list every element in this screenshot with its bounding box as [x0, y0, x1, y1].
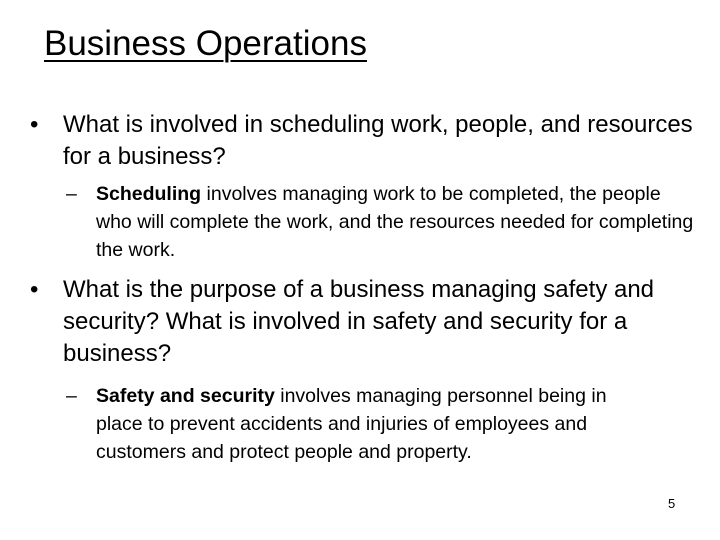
bullet-item: • What is involved in scheduling work, people, and resources for a business?: [63, 109, 703, 173]
sub-bullet-text: involves managing work to be completed, the people who will complete the work, and the resources needed for completing the work.: [96, 183, 694, 261]
sub-bullet-item: [96, 382, 641, 466]
sub-bullet-bold-term: Safety and security: [96, 385, 275, 407]
slide-title: Business Operations: [44, 24, 367, 63]
sub-bullet-text: involves managing personnel being in place to prevent accidents and injuries of employees and customers and protect people and property.: [96, 385, 607, 463]
bullet-item: • What is the purpose of a business managing safety and security? What is involved in safety and security for a business?: [63, 274, 663, 370]
sub-bullet-bold-term: Scheduling: [96, 183, 202, 205]
page-number: 5: [668, 496, 676, 511]
sub-bullet-item: [96, 180, 701, 264]
